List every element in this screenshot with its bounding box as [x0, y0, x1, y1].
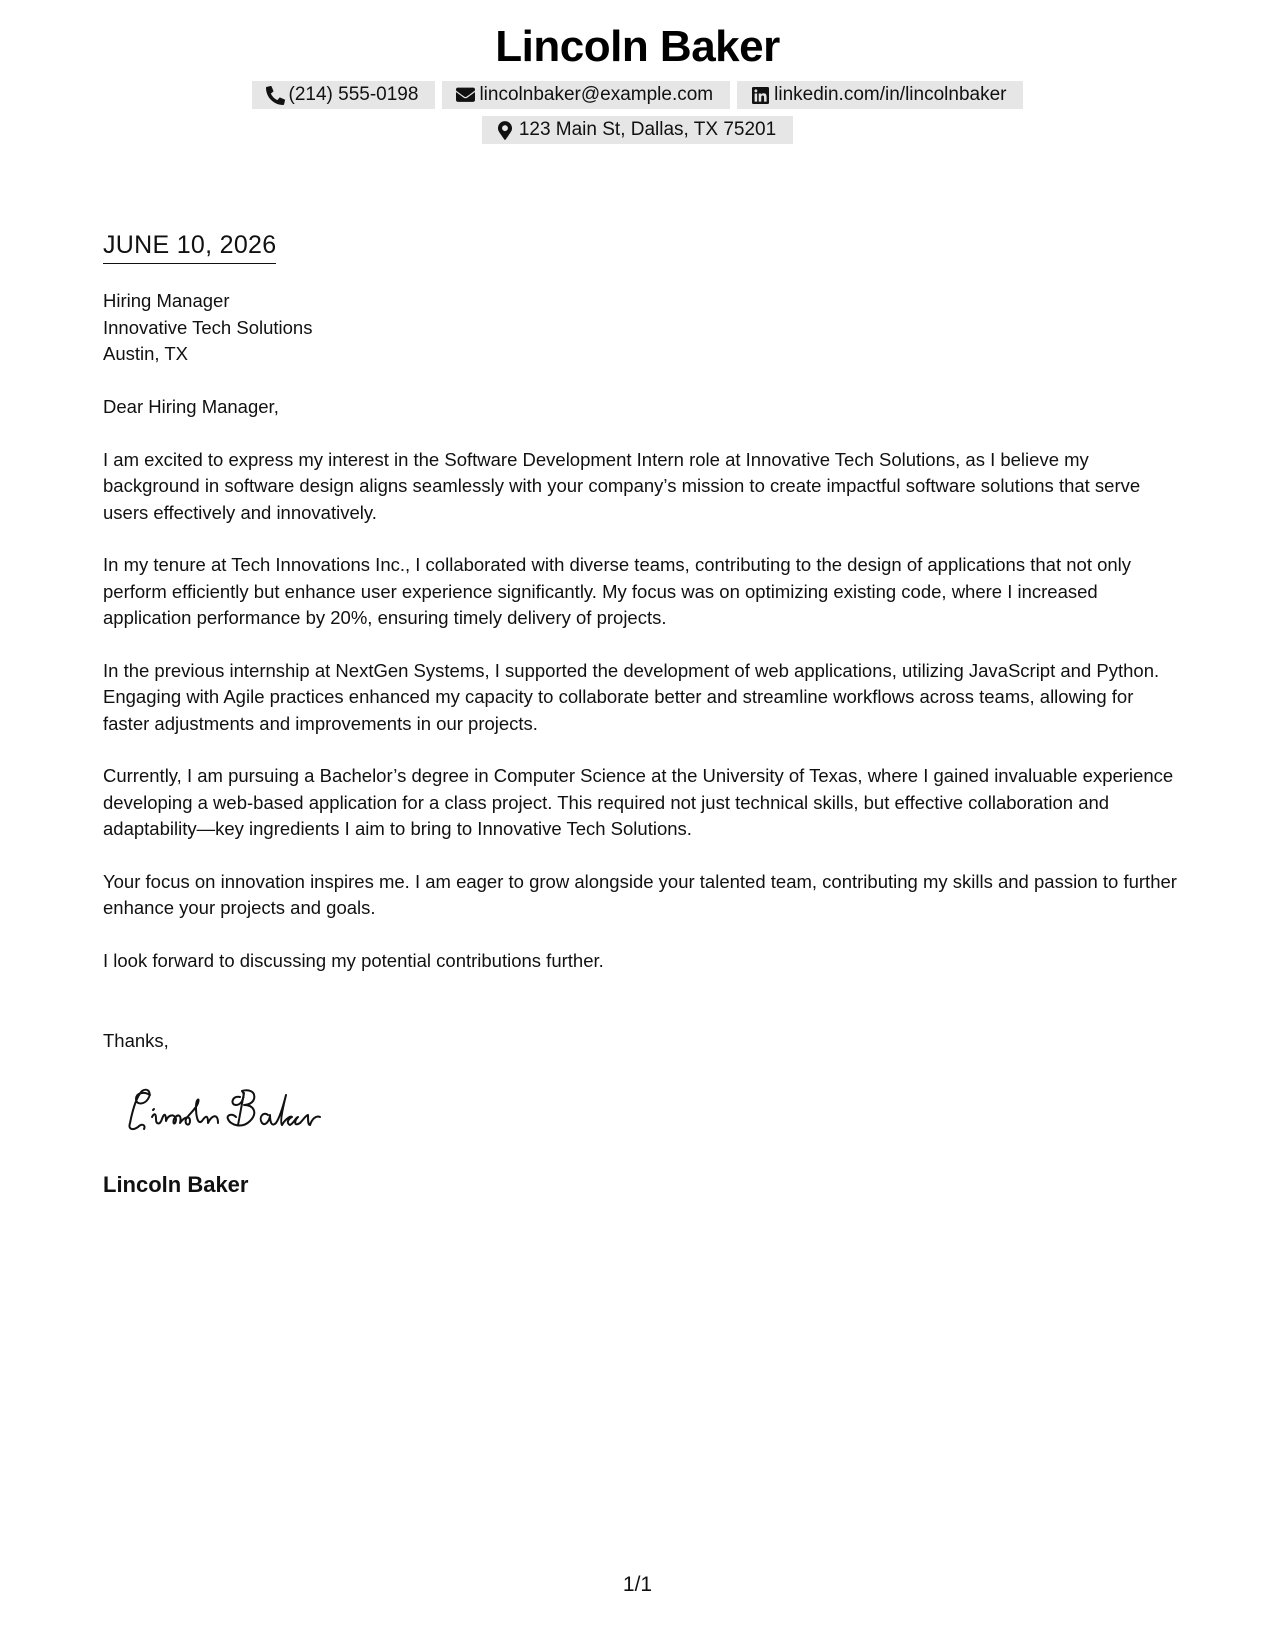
envelope-icon	[456, 86, 475, 105]
signer-name: Lincoln Baker	[103, 1172, 249, 1197]
body-paragraph: Currently, I am pursuing a Bachelor’s degree in Computer Science at the University of Texas, where I gained invaluable experience developing a web-based application for a class project. This required not just technical skills, but effective collaboration and adaptability—key ingredients I aim to bring to Innovative Tech Solutions.	[103, 765, 1174, 839]
map-pin-icon	[496, 121, 515, 140]
address-chip	[482, 116, 793, 144]
body-paragraph: I look forward to discussing my potential contributions further.	[103, 949, 604, 971]
address-text: 123 Main St, Dallas, TX 75201	[518, 119, 777, 140]
recipient-line: Innovative Tech Solutions	[103, 316, 313, 338]
phone-icon	[266, 86, 285, 105]
contact-row	[0, 81, 1275, 109]
phone-chip	[252, 81, 436, 109]
salutation: Dear Hiring Manager,	[103, 396, 279, 417]
contact-row-address	[0, 116, 1275, 144]
email-chip	[442, 81, 730, 109]
recipient-line: Austin, TX	[103, 343, 189, 364]
body-paragraph: I am excited to express my interest in the Software Development Intern role at Innovative Tech Solutions, as I believe my background in software design aligns seamlessly with your company’s mission to create impactful software solutions that serve users effectively and innovatively.	[103, 448, 1141, 523]
letter-date: JUNE 10, 2026	[103, 228, 276, 264]
linkedin-text: linkedin.com/in/lincolnbaker	[774, 84, 1007, 105]
handwritten-signature	[122, 1083, 352, 1143]
closing-line: Thanks,	[103, 1030, 169, 1051]
applicant-name-heading: Lincoln Baker	[495, 22, 780, 71]
linkedin-chip	[737, 81, 1023, 109]
body-paragraph: In the previous internship at NextGen Systems, I supported the development of web applications, utilizing JavaScript and Python. Engaging with Agile practices enhanced my capacity to collaborate better and streamline workflows across teams, allowing for faster adjustments and improvements in our projects.	[103, 659, 1160, 734]
phone-text: (214) 555-0198	[288, 84, 419, 105]
letter-body	[103, 394, 1183, 1000]
email-text: lincolnbaker@example.com	[479, 84, 714, 105]
linkedin-icon	[751, 86, 770, 105]
date-block	[103, 228, 276, 264]
recipient-block	[103, 288, 312, 368]
body-paragraph: In my tenure at Tech Innovations Inc., I collaborated with diverse teams, contributing to the design of applications that not only perform efficiently but enhance user experience significantly. My focus was on optimizing existing code, where I increased application performance by 20%, ensuring timely delivery of projects.	[103, 554, 1132, 628]
recipient-line: Hiring Manager	[103, 290, 230, 311]
body-paragraph: Your focus on innovation inspires me. I am eager to grow alongside your talented team, contributing my skills and passion to further enhance your projects and goals.	[103, 870, 1177, 918]
page-number: 1/1	[622, 1573, 653, 1596]
